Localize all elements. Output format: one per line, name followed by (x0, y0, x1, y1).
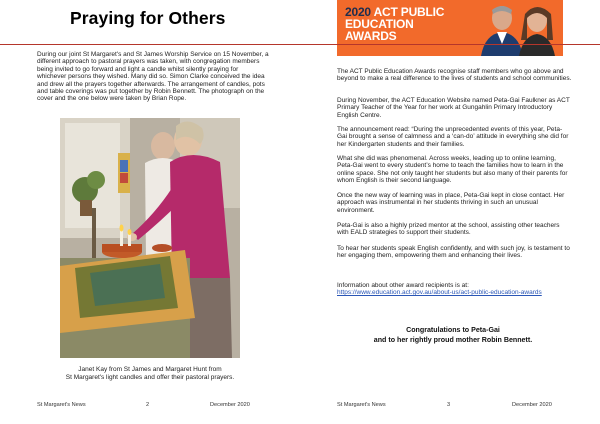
footer-page-number: 3 (447, 402, 451, 408)
congrats-line-2: and to her rightly proud mother Robin Bennett. (373, 335, 533, 344)
congrats-line-1: Congratulations to Peta-Gai (406, 326, 500, 334)
paragraph-4: What she did was phenomenal. Across weeks, leading up to online learning, Peta-Gai went to every student’s home to teach the families how to learn in the online space. She not only taught her students but also many of their parents for whom English is their second language. (337, 155, 568, 185)
page-title: Praying for Others (70, 8, 226, 28)
banner-heading (345, 6, 465, 42)
footer-date: December 2020 (512, 402, 552, 408)
paragraph-5: Once the new way of learning was in place, Peta-Gai kept in close contact. Her approach was instrumental in her students thriving in such an unusual environment. (337, 192, 565, 214)
page-3 (300, 0, 600, 424)
paragraph-7: To hear her students speak English confidently, and with such joy, is testament to her engaging them, empowering them and enhancing their lives. (337, 245, 570, 260)
banner-year: 2020 (345, 5, 371, 19)
caption-line-2: St Margaret's light candles and offer their pastoral prayers. (65, 373, 235, 381)
caption-line-1: Janet Kay from St James and Margaret Hunt from (78, 366, 222, 373)
intro-paragraph: During our joint St Margaret's and St James Worship Service on 15 November, a different approach to pastoral prayers was taken, with congregation members being invited to go forward and light a candle whilst silently praying for whichever persons they wished. Many did so. Simon Clarke conceived the idea and drew all the prayers together afterwards. The arrangement of candles, pots and table coverings was put together by Robin Bennett. The photograph on the cover and the one below were taken by Brian Rope. (37, 51, 269, 103)
title-rule (300, 44, 600, 45)
photo-caption (45, 366, 255, 381)
footer-date: December 2020 (210, 402, 250, 408)
paragraph-2: During November, the ACT Education Website named Peta-Gai Faulkner as ACT Primary Teacher of the Year for her work at Gungahlin Primary Introductory English Centre. (337, 97, 570, 119)
footer-publication: St Margaret's News (37, 402, 86, 408)
awards-link[interactable]: https://www.education.act.gov.au/about-us/act-public-education-awards (337, 289, 542, 297)
awards-portraits (467, 0, 563, 56)
info-text: Information about other award recipients is at: (337, 282, 469, 289)
paragraph-6: Peta-Gai is also a highly prized mentor at the school, assisting other teachers with EALD strategies to support their students. (337, 222, 560, 237)
title-rule (0, 44, 300, 45)
banner-line-1-rest: ACT PUBLIC (370, 5, 445, 19)
footer-page-number: 2 (146, 402, 150, 408)
banner-line-3: AWARDS (345, 29, 397, 43)
footer-publication: St Margaret's News (337, 402, 386, 408)
info-paragraph (337, 282, 572, 297)
banner-line-2: EDUCATION (345, 17, 414, 31)
congratulations (337, 326, 569, 345)
paragraph-1: The ACT Public Education Awards recognise staff members who go above and beyond to make a real difference to the lives of students and school communities. (337, 68, 572, 83)
candle-lighting-photo (60, 118, 240, 358)
paragraph-3: The announcement read: “During the unprecedented events of this year, Peta-Gai brought a sense of calmness and a ‘can-do’ attitude in everything she did for her Kindergarten students and their families. (337, 126, 569, 148)
awards-banner (337, 0, 563, 56)
